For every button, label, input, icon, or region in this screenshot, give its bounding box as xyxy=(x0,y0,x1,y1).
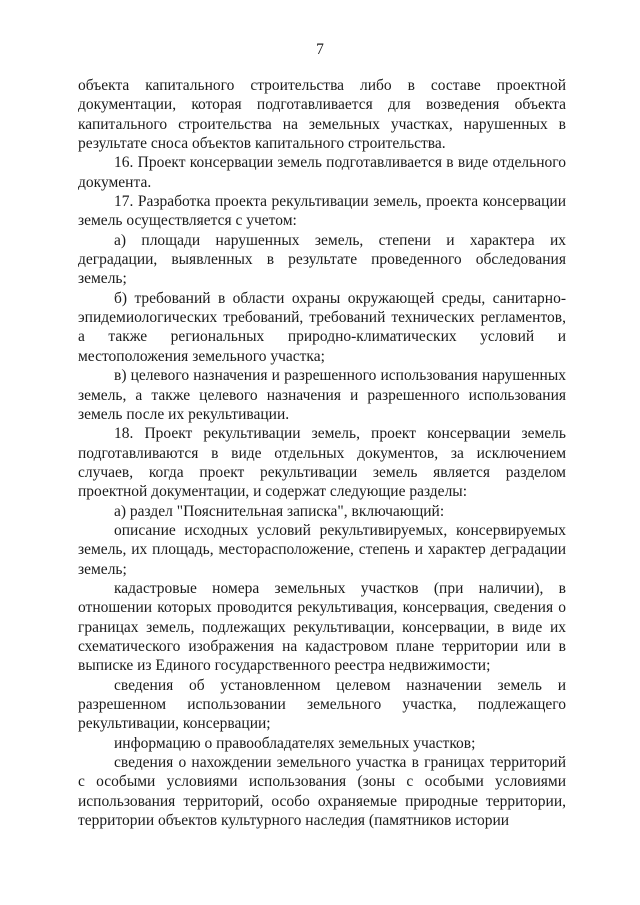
paragraph-subitem-a: а) площади нарушенных земель, степени и характера их деградации, выявленных в результате проведенного обследования земель; xyxy=(78,231,566,288)
paragraph-section-explanatory-note: а) раздел "Пояснительная записка", включающий: xyxy=(114,502,445,520)
document-body xyxy=(78,76,566,830)
paragraph-right-holders: информацию о правообладателях земельных участков; xyxy=(114,734,476,752)
paragraph-subitem-v: в) целевого назначения и разрешенного использования нарушенных земель, а также целевого назначения и разрешенного использования земель после их рекультивации. xyxy=(78,367,566,423)
paragraph-item-17: 17. Разработка проекта рекультивации земель, проекта консервации земель осуществляется с учетом: xyxy=(78,193,566,230)
paragraph-target-purpose: сведения об установленном целевом назначении земель и разрешенном использовании земельного участка, подлежащего рекультивации, консервации; xyxy=(78,676,566,733)
paragraph-item-18: 18. Проект рекультивации земель, проект консервации земель подготавливаются в виде отдельных документов, за исключением случаев, когда проект рекультивации земель является разделом проектной документации, и содержат следующие разделы: xyxy=(78,425,566,501)
paragraph-subitem-b: б) требований в области охраны окружающей среды, санитарно-эпидемиологических требований, требований технических регламентов, а также региональных природно-климатических условий и местоположения земельного участка; xyxy=(78,289,566,365)
paragraph-special-zones: сведения о нахождении земельного участка в границах территорий с особыми условиями использования (зоны с особыми условиями использования территорий, особо охраняемые природные территории, территории объектов культурного наследия (памятников истории xyxy=(78,754,566,830)
paragraph-continuation: объекта капитального строительства либо в составе проектной документации, которая подготавливается для возведения объекта капитального строительства на земельных участках, нарушенных в результате сноса объектов капитального строительства. xyxy=(78,77,566,153)
paragraph-item-16: 16. Проект консервации земель подготавливается в виде отдельного документа. xyxy=(78,154,566,191)
paragraph-initial-conditions: описание исходных условий рекультивируемых, консервируемых земель, их площадь, месторасположение, степень и характер деградации земель; xyxy=(78,521,566,578)
paragraph-cadastral-numbers: кадастровые номера земельных участков (при наличии), в отношении которых проводится рекультивация, консервация, сведения о границах земель, подлежащих рекультивации, консервации, в виде их схематического изображения на кадастровом плане территории или в выписке из Единого государственного реестра недвижимости; xyxy=(78,579,566,675)
page-number: 7 xyxy=(316,41,324,58)
